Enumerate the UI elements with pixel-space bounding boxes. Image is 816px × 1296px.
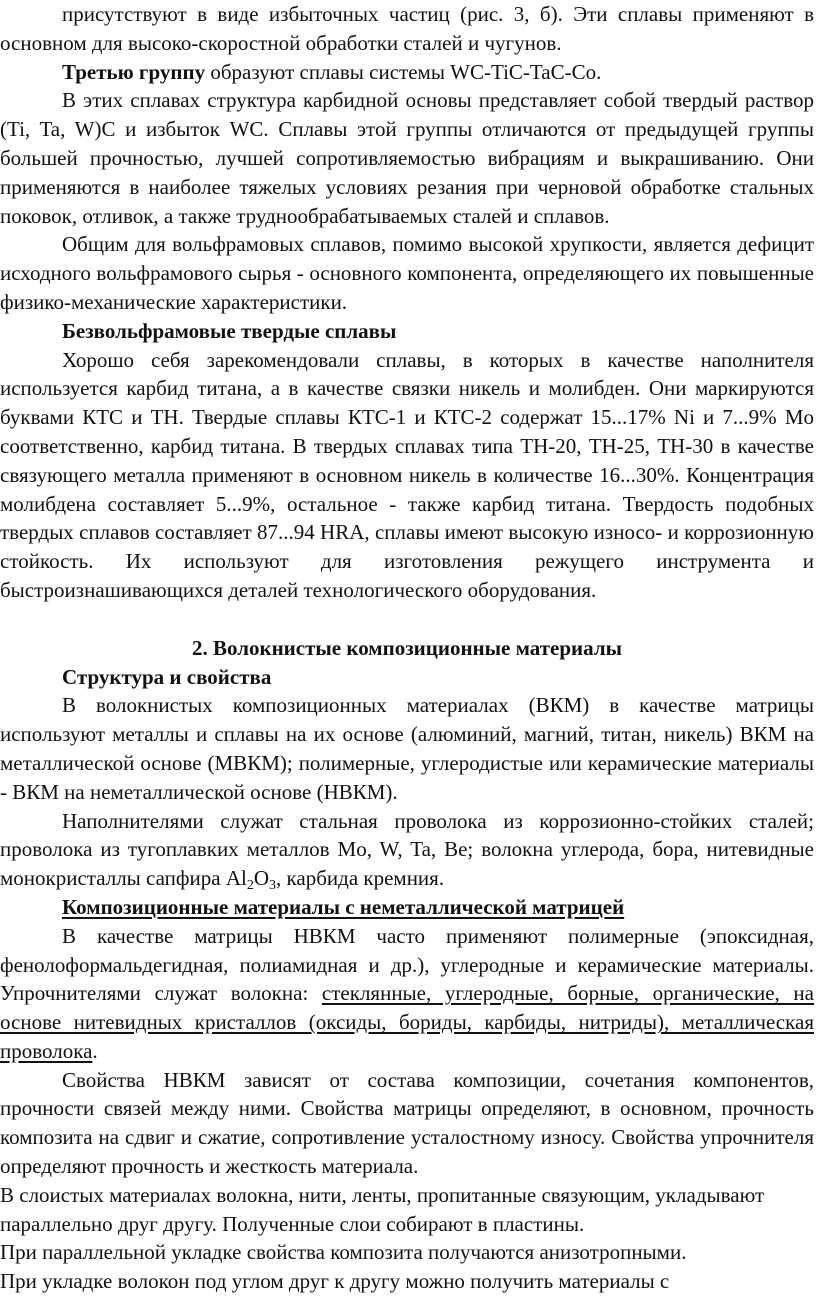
heading-structure-properties [0, 663, 814, 692]
heading-nonmetallic-matrix-text: Композиционные материалы с неметаллической матрицей [62, 894, 625, 919]
bold-term-third-group: Третью группу [62, 59, 206, 84]
subscript-3: 3 [269, 878, 276, 894]
paragraph-fillers-text: Наполнителями служат стальная проволока из коррозионно-стойких сталей; проволока из тугоплавких металлов Mo, W, Ta, Be; волокна углерода, бора, нитевидные монокристаллы сапфира Al [0, 808, 814, 891]
paragraph-angle-laying: При укладке волокон под углом друг к другу можно получить материалы с [0, 1269, 670, 1294]
paragraph-nvkm-matrix-end: . [92, 1038, 98, 1063]
heading-fibrous-composites [0, 634, 814, 663]
heading-fibrous-composites-text: 2. Волокнистые композиционные материалы [191, 635, 623, 660]
underlined-fiber-list: стеклянные, углеродные, борные, органические, на основе нитевидных кристаллов (оксиды, бориды, карбиды, нитриды), металлическая проволока [0, 981, 814, 1063]
paragraph-tungsten-deficit: Общим для вольфрамовых сплавов, помимо высокой хрупкости, является дефицит исходного вольфрамового сырья - основного компонента, определяющего их повышенные физико-механические характеристики. [0, 232, 814, 314]
subscript-2: 2 [246, 878, 254, 894]
paragraph-nvkm-properties: Свойства НВКМ зависят от состава композиции, сочетания компонентов, прочности связей между ними. Свойства матрицы определяют, в основном, прочность композита на сдвиг и сжатие, сопротивление усталостному износу. Свойства упрочнителя определяют прочность и жесткость материала. [0, 1067, 814, 1179]
paragraph-first: присутствуют в виде избыточных частиц (рис. 3, б). Эти сплавы применяют в основном для высоко-скоростной обработки сталей и чугунов. [0, 2, 814, 55]
heading-structure-properties-text: Структура и свойства [62, 664, 272, 689]
paragraph-third-group-text: образуют сплавы системы WC-TiC-TaC-Co. [205, 59, 602, 84]
paragraph-vkm-matrix: В волокнистых композиционных материалах (ВКМ) в качестве матрицы используют металлы и сплавы на их основе (алюминий, магний, титан, никель) ВКМ на металлической основе (МВКМ); полимерные, углеродистые или керамические материалы - ВКМ на неметаллической основе (НВКМ). [0, 693, 814, 804]
paragraph-nvkm-matrix-text: В качестве матрицы НВКМ часто применяют полимерные (эпоксидная, фенолоформальдегидная, полиамидная и др.), углеродные и керамические материалы. Упрочнителями служат волокна: [0, 923, 814, 1006]
paragraph-fillers-tail: , карбида кремния. [276, 866, 445, 891]
paragraph-third-group [0, 58, 814, 87]
paragraph-kts-alloys: Хорошо себя зарекомендовали сплавы, в которых в качестве наполнителя используется карбид титана, а в качестве связки никель и молибден. Они маркируются буквами КТС и ТН. Твердые сплавы КТС-1 и КТС-2 содержат 15...17% Ni и 7...9% Mo соответственно, карбид титана. В твердых сплавах типа ТН-20, ТН-25, ТН-30 в качестве связующего металла применяют в основном никель в количестве 16...30%. Концентрация молибдена составляет 5...9%, остальное - также карбид титана. Твердость подобных твердых сплавов составляет 87...94 HRA, сплавы имеют высокую износо- и коррозионную стойкость. Их используют для изготовления режущего инструмента и быстроизнашивающихся деталей технологического оборудования. [0, 347, 814, 602]
heading-nonmetallic-matrix [0, 893, 814, 922]
heading-tungsten-free-alloys-text: Безвольфрамовые твердые сплавы [62, 318, 397, 343]
paragraph-layered-materials: В слоистых материалах волокна, нити, ленты, пропитанные связующим, укладывают параллельно друг другу. Полученные слои собирают в пластины. [0, 1182, 765, 1236]
paragraph-parallel-laying: При параллельной укладке свойства композита получаются анизотропными. [0, 1240, 687, 1265]
paragraph-carbide-structure: В этих сплавах структура карбидной основы представляет собой твердый раствор (Ti, Ta, W)C и избыток WC. Сплавы этой группы отличаются от предыдущей группы большей прочностью, лучшей сопротивляемостью вибрациям и выкрашиванию. Они применяются в наиболее тяжелых условиях резания при черновой обработке стальных поковок, отливок, а также труднообрабатываемых сталей и сплавов. [0, 88, 814, 228]
heading-tungsten-free-alloys [0, 317, 814, 346]
paragraph-fillers [0, 807, 814, 893]
oxygen-symbol: O [253, 866, 269, 891]
paragraph-nvkm-matrix [0, 922, 814, 1066]
blank-line [0, 605, 814, 634]
